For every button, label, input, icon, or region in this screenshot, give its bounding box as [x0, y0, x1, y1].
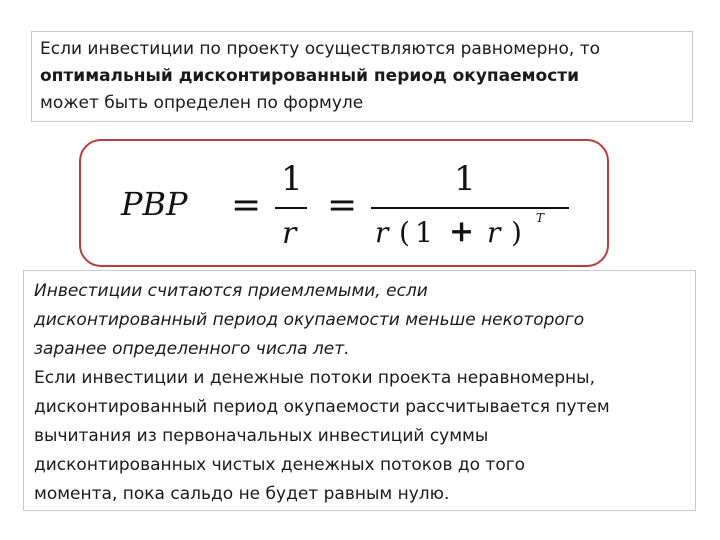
formula-lhs: PBP — [121, 185, 188, 223]
explanation-line-5: дисконтированный период окупаемости рассчитывается путем — [34, 397, 610, 417]
explanation-italic-line-2: дисконтированный период окупаемости меньше некоторого — [34, 310, 585, 330]
explanation-line-4: Если инвестиции и денежные потоки проекта неравномерны, — [34, 368, 595, 388]
intro-line-3: может быть определен по формуле — [40, 93, 364, 113]
formula-equals-1: = — [231, 185, 262, 226]
den-r-2: r — [487, 216, 501, 249]
den-r: r — [375, 216, 389, 249]
den-open-paren: ( — [399, 216, 410, 249]
explanation-italic-line-1: Инвестиции считаются приемлемыми, если — [34, 281, 428, 301]
explanation-text-box — [23, 270, 696, 511]
den-plus: + — [449, 214, 475, 249]
formula-equals-2: = — [327, 185, 358, 226]
den-close-paren: ) — [511, 216, 522, 249]
explanation-line-6: вычитания из первоначальных инвестиций суммы — [34, 426, 489, 446]
intro-line-1: Если инвестиции по проекту осуществляются равномерно, то — [40, 39, 601, 59]
den-exponent: T — [536, 211, 545, 225]
explanation-italic-line-3: заранее определенного числа лет. — [34, 339, 350, 359]
intro-line-2-bold: оптимальный дисконтированный период окупаемости — [40, 66, 580, 86]
den-one: 1 — [415, 216, 433, 249]
explanation-line-7: дисконтированных чистых денежных потоков до того — [34, 455, 526, 475]
fraction-1-bar — [275, 207, 307, 209]
fraction-2-bar — [371, 207, 569, 209]
intro-text-box — [31, 31, 693, 122]
fraction-1-denominator: r — [282, 216, 297, 251]
explanation-line-8: момента, пока сальдо не будет равным нулю. — [34, 484, 450, 504]
fraction-1-numerator: 1 — [281, 159, 303, 199]
fraction-2-numerator: 1 — [454, 159, 476, 199]
formula-box — [79, 139, 609, 267]
